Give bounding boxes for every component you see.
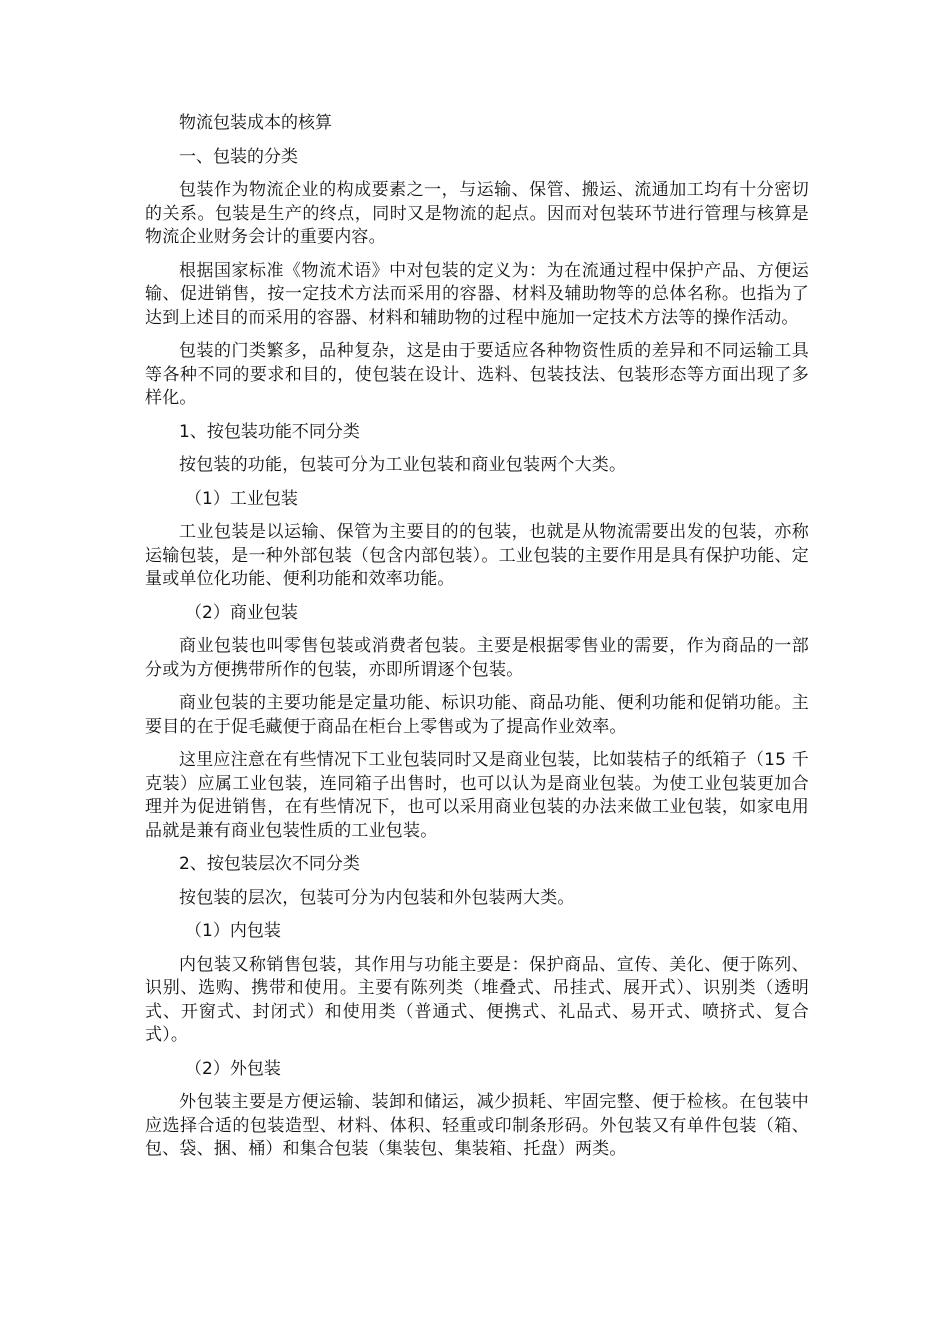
paragraph: 工业包装是以运输、保管为主要目的的包装，也就是从物流需要出发的包装，亦称运输包装，是一种外部包装（包含内部包装）。工业包装的主要作用是具有保护功能、定量或单位化功能、便利功能和效率功能。 <box>145 522 809 589</box>
item-heading-inner-packaging: （1）内包装 <box>185 921 281 941</box>
paragraph: 包装作为物流企业的构成要素之一，与运输、保管、搬运、流通加工均有十分密切的关系。包装是生产的终点，同时又是物流的起点。因而对包装环节进行管理与核算是物流企业财务会计的重要内容。 <box>145 180 809 247</box>
subsection-heading-by-function: 1、按包装功能不同分类 <box>179 421 360 442</box>
item-heading-industrial-packaging: （1）工业包装 <box>185 488 298 509</box>
paragraph: 商业包装的主要功能是定量功能、标识功能、商品功能、便利功能和促销功能。主要目的在于促毛藏便于商品在柜台上零售或为了提高作业效率。 <box>145 693 809 737</box>
document-title: 物流包装成本的核算 <box>179 113 332 133</box>
item-heading-commercial-packaging: （2）商业包装 <box>185 602 298 623</box>
item-heading-outer-packaging: （2）外包装 <box>185 1058 281 1079</box>
paragraph: 根据国家标准《物流术语》中对包装的定义为：为在流通过程中保护产品、方便运输、促进销售，按一定技术方法而采用的容器、材料及辅助物等的总体名称。也指为了达到上述目的而采用的容器、材料和辅助物的过程中施加一定技术方法等的操作活动。 <box>145 260 809 328</box>
paragraph: 包装的门类繁多，品种复杂，这是由于要适应各种物资性质的差异和不同运输工具等各种不同的要求和目的，使包装在设计、选料、包装技法、包装形态等方面出现了多样化。 <box>145 341 809 408</box>
paragraph: 这里应注意在有些情况下工业包装同时又是商业包装，比如装桔子的纸箱子（15 千克装）应属工业包装，连同箱子出售时，也可以认为是商业包装。为使工业包装更加合理并为促进销售，在有些情况下，也可以采用商业包装的办法来做工业包装，如家电用品就是兼有商业包装性质的工业包装。 <box>145 750 809 841</box>
section-heading-classification: 一、包装的分类 <box>179 146 298 167</box>
paragraph: 内包装又称销售包装，其作用与功能主要是：保护商品、宣传、美化、便于陈列、识别、选购、携带和使用。主要有陈列类（堆叠式、吊挂式、展开式）、识别类（透明式、开窗式、封闭式）和使用类（普通式、便携式、礼品式、易开式、喷挤式、复合式）。 <box>145 954 809 1045</box>
document-body <box>145 112 809 1172</box>
subsection-heading-by-level: 2、按包装层次不同分类 <box>179 854 360 874</box>
paragraph: 按包装的层次，包装可分为内包装和外包装两大类。 <box>179 887 575 908</box>
paragraph: 商业包装也叫零售包装或消费者包装。主要是根据零售业的需要，作为商品的一部分或为方便携带所作的包装，亦即所谓逐个包装。 <box>145 636 809 680</box>
paragraph: 外包装主要是方便运输、装卸和储运，减少损耗、牢固完整、便于检核。在包装中应选择合适的包装造型、材料、体积、轻重或印制条形码。外包装又有单件包装（箱、包、袋、捆、桶）和集合包装（集装包、集装箱、托盘）两类。 <box>145 1092 809 1159</box>
paragraph: 按包装的功能，包装可分为工业包装和商业包装两个大类。 <box>179 455 627 475</box>
